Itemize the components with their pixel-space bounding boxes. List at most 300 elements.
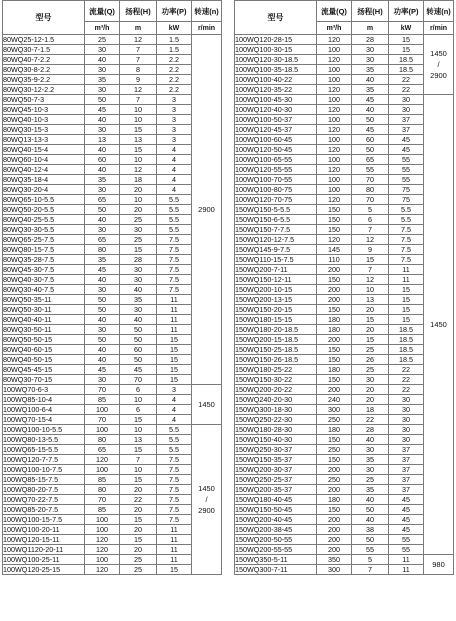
table-row — [235, 305, 454, 315]
power-cell: 75 — [389, 195, 424, 205]
power-cell: 7.5 — [157, 455, 192, 465]
flow-cell: 100 — [317, 135, 352, 145]
head-cell: 40 — [120, 285, 157, 295]
table-row — [3, 145, 222, 155]
power-cell: 11 — [157, 535, 192, 545]
model-cell: 150WQ250-25-37 — [235, 475, 317, 485]
flow-cell: 120 — [317, 165, 352, 175]
power-cell: 11 — [389, 275, 424, 285]
head-cell: 38 — [352, 525, 389, 535]
table-row — [235, 475, 454, 485]
flow-cell: 45 — [85, 265, 120, 275]
power-cell: 30 — [389, 435, 424, 445]
head-cell: 13 — [120, 435, 157, 445]
head-cell: 40 — [352, 495, 389, 505]
head-cell: 25 — [120, 565, 157, 575]
table-row — [3, 75, 222, 85]
power-cell: 5.5 — [157, 445, 192, 455]
power-cell: 55 — [389, 175, 424, 185]
power-cell: 37 — [389, 485, 424, 495]
power-cell: 3 — [157, 125, 192, 135]
speed-cell — [424, 95, 454, 555]
flow-cell: 80 — [85, 485, 120, 495]
model-cell: 100WQ100-60-45 — [235, 135, 317, 145]
model-cell: 100WQ100-25-11 — [3, 555, 85, 565]
head-cell: 18 — [352, 405, 389, 415]
head-cell: 15 — [352, 335, 389, 345]
table-row — [3, 405, 222, 415]
head-cell: 10 — [120, 105, 157, 115]
model-cell: 80WQ65-10-5.5 — [3, 195, 85, 205]
head-cell: 30 — [120, 265, 157, 275]
model-cell: 150WQ150-7-7.5 — [235, 225, 317, 235]
model-cell: 100WQ70-15-4 — [3, 415, 85, 425]
model-cell: 150WQ200-30-37 — [235, 465, 317, 475]
head-cell: 30 — [352, 445, 389, 455]
head-cell: 55 — [352, 165, 389, 175]
flow-cell: 100 — [317, 75, 352, 85]
power-cell: 15 — [389, 35, 424, 45]
head-cell: 10 — [120, 115, 157, 125]
table-row — [3, 35, 222, 45]
power-cell: 7.5 — [157, 475, 192, 485]
flow-cell: 200 — [317, 265, 352, 275]
flow-cell: 180 — [317, 495, 352, 505]
head-cell: 45 — [352, 125, 389, 135]
flow-cell: 110 — [317, 255, 352, 265]
model-cell: 100WQ85-20-7.5 — [3, 505, 85, 515]
model-cell: 100WQ120-30-18.5 — [235, 55, 317, 65]
model-cell: 80WQ40-12-4 — [3, 165, 85, 175]
flow-cell: 120 — [317, 195, 352, 205]
table-row — [235, 195, 454, 205]
flow-cell: 45 — [85, 365, 120, 375]
model-cell: 100WQ120-7-7.5 — [3, 455, 85, 465]
model-cell: 150WQ250-30-37 — [235, 445, 317, 455]
power-cell: 7.5 — [157, 485, 192, 495]
model-cell: 100WQ100-50-37 — [235, 115, 317, 125]
flow-cell: 120 — [317, 105, 352, 115]
model-cell: 150WQ150-25-18.5 — [235, 345, 317, 355]
model-cell: 100WQ120-55-55 — [235, 165, 317, 175]
head-cell: 65 — [352, 155, 389, 165]
flow-cell: 40 — [85, 215, 120, 225]
head-cell: 40 — [352, 435, 389, 445]
model-cell: 150WQ300-7-11 — [235, 565, 317, 575]
speed-value: / — [437, 60, 440, 69]
head-cell: 20 — [352, 305, 389, 315]
power-cell: 1.5 — [157, 45, 192, 55]
head-cell: 50 — [120, 335, 157, 345]
flow-cell: 85 — [85, 475, 120, 485]
model-cell: 100WQ80-20-7.5 — [3, 485, 85, 495]
head-cell: 25 — [352, 475, 389, 485]
table-row — [235, 245, 454, 255]
speed-value: 1450 — [430, 49, 447, 58]
table-row — [235, 75, 454, 85]
head-cell: 60 — [120, 345, 157, 355]
power-cell: 55 — [389, 535, 424, 545]
table-row — [3, 525, 222, 535]
model-cell: 150WQ150-35-37 — [235, 455, 317, 465]
head-cell: 15 — [120, 415, 157, 425]
power-cell: 45 — [389, 495, 424, 505]
model-cell: 80WQ40-7-2.2 — [3, 55, 85, 65]
model-cell: 150WQ150-26-18.5 — [235, 355, 317, 365]
model-cell: 80WQ50-50-15 — [3, 335, 85, 345]
header-speed: 转速(n) — [192, 1, 222, 22]
table-row — [3, 415, 222, 425]
table-row — [3, 375, 222, 385]
head-cell: 6 — [120, 405, 157, 415]
header-head: 扬程(H) — [120, 1, 157, 22]
table-row — [3, 545, 222, 555]
power-cell: 37 — [389, 115, 424, 125]
power-cell: 15 — [389, 305, 424, 315]
power-cell: 11 — [157, 295, 192, 305]
speed-cell — [192, 385, 222, 425]
speed-value: 2900 — [198, 506, 215, 515]
table-row — [235, 415, 454, 425]
head-cell: 20 — [120, 545, 157, 555]
table-row — [3, 395, 222, 405]
head-cell: 9 — [120, 75, 157, 85]
head-cell: 35 — [352, 85, 389, 95]
table-row — [235, 505, 454, 515]
flow-cell: 120 — [317, 85, 352, 95]
flow-cell: 60 — [85, 155, 120, 165]
table-row — [3, 355, 222, 365]
table-row — [235, 365, 454, 375]
model-cell: 80WQ30-7-1.5 — [3, 45, 85, 55]
model-cell: 100WQ100-40-22 — [235, 75, 317, 85]
table-row — [235, 375, 454, 385]
model-cell: 150WQ180-40-45 — [235, 495, 317, 505]
table-row — [235, 275, 454, 285]
power-cell: 7.5 — [157, 505, 192, 515]
model-cell: 80WQ35-18-4 — [3, 175, 85, 185]
model-cell: 100WQ100-45-30 — [235, 95, 317, 105]
header-flow: 流量(Q) — [317, 1, 352, 22]
head-cell: 35 — [120, 295, 157, 305]
table-row — [3, 265, 222, 275]
table-row — [3, 365, 222, 375]
flow-cell: 70 — [85, 495, 120, 505]
head-cell: 25 — [352, 365, 389, 375]
model-cell: 100WQ120-28-15 — [235, 35, 317, 45]
power-cell: 15 — [389, 45, 424, 55]
head-cell: 25 — [352, 345, 389, 355]
model-cell: 150WQ200-10-15 — [235, 285, 317, 295]
model-cell: 80WQ50-35-11 — [3, 295, 85, 305]
power-cell: 7.5 — [157, 515, 192, 525]
flow-cell: 200 — [317, 295, 352, 305]
table-row — [3, 495, 222, 505]
flow-cell: 85 — [85, 395, 120, 405]
power-cell: 18.5 — [389, 355, 424, 365]
model-cell: 80WQ35-28-7.5 — [3, 255, 85, 265]
model-cell: 150WQ150-6-5.5 — [235, 215, 317, 225]
model-cell: 80WQ80-15-7.5 — [3, 245, 85, 255]
speed-cell — [192, 425, 222, 575]
head-cell: 30 — [352, 45, 389, 55]
flow-cell: 85 — [85, 505, 120, 515]
head-cell: 15 — [120, 475, 157, 485]
model-cell: 150WQ200-20-22 — [235, 385, 317, 395]
flow-cell: 150 — [317, 505, 352, 515]
head-cell: 10 — [120, 395, 157, 405]
table-row — [3, 105, 222, 115]
table-row — [235, 525, 454, 535]
model-cell: 150WQ200-7-11 — [235, 265, 317, 275]
power-cell: 7.5 — [389, 225, 424, 235]
flow-cell: 100 — [317, 175, 352, 185]
flow-cell: 300 — [317, 405, 352, 415]
model-cell: 150WQ200-50-55 — [235, 535, 317, 545]
model-cell: 150WQ180-28-30 — [235, 425, 317, 435]
flow-cell: 100 — [85, 425, 120, 435]
unit-speed: r/min — [192, 22, 222, 35]
head-cell: 8 — [120, 65, 157, 75]
flow-cell: 40 — [85, 275, 120, 285]
model-cell: 150WQ200-55-55 — [235, 545, 317, 555]
model-cell: 150WQ150-20-15 — [235, 305, 317, 315]
head-cell: 15 — [120, 535, 157, 545]
flow-cell: 200 — [317, 545, 352, 555]
table-row — [235, 515, 454, 525]
model-cell: 80WQ40-25-5.5 — [3, 215, 85, 225]
flow-cell: 200 — [317, 525, 352, 535]
power-cell: 7.5 — [157, 495, 192, 505]
power-cell: 11 — [389, 265, 424, 275]
head-cell: 30 — [352, 375, 389, 385]
speed-value: 2900 — [198, 205, 215, 214]
head-cell: 50 — [120, 355, 157, 365]
model-cell: 150WQ145-9-7.5 — [235, 245, 317, 255]
flow-cell: 13 — [85, 135, 120, 145]
model-cell: 80WQ45-30-7.5 — [3, 265, 85, 275]
flow-cell: 150 — [317, 225, 352, 235]
flow-cell: 200 — [317, 515, 352, 525]
model-cell: 150WQ300-18-30 — [235, 405, 317, 415]
model-cell: 150WQ120-12-7.5 — [235, 235, 317, 245]
model-cell: 100WQ120-70-75 — [235, 195, 317, 205]
power-cell: 45 — [389, 525, 424, 535]
table-row — [235, 565, 454, 575]
power-cell: 18.5 — [389, 345, 424, 355]
model-cell: 100WQ100-35-18.5 — [235, 65, 317, 75]
flow-cell: 40 — [85, 345, 120, 355]
head-cell: 26 — [352, 355, 389, 365]
power-cell: 30 — [389, 405, 424, 415]
power-cell: 11 — [157, 525, 192, 535]
model-cell: 80WQ30-50-11 — [3, 325, 85, 335]
power-cell: 30 — [389, 105, 424, 115]
head-cell: 7 — [352, 265, 389, 275]
head-cell: 10 — [120, 155, 157, 165]
table-row — [235, 355, 454, 365]
head-cell: 12 — [120, 35, 157, 45]
table-row — [3, 235, 222, 245]
power-cell: 18.5 — [389, 55, 424, 65]
power-cell: 7.5 — [157, 235, 192, 245]
model-cell: 100WQ100-70-55 — [235, 175, 317, 185]
power-cell: 22 — [389, 385, 424, 395]
head-cell: 25 — [120, 555, 157, 565]
flow-cell: 100 — [317, 65, 352, 75]
model-cell: 150WQ200-15-18.5 — [235, 335, 317, 345]
table-row — [3, 485, 222, 495]
model-cell: 80WQ40-15-4 — [3, 145, 85, 155]
table-row — [235, 315, 454, 325]
table-row — [3, 385, 222, 395]
head-cell: 40 — [120, 315, 157, 325]
model-cell: 80WQ40-50-15 — [3, 355, 85, 365]
flow-cell: 150 — [317, 215, 352, 225]
speed-value: 1450 — [198, 400, 215, 409]
power-cell: 4 — [157, 165, 192, 175]
header-head: 扬程(H) — [352, 1, 389, 22]
head-cell: 60 — [352, 135, 389, 145]
flow-cell: 120 — [317, 235, 352, 245]
table-row — [235, 395, 454, 405]
table-row — [235, 125, 454, 135]
speed-value: 1450 — [198, 484, 215, 493]
head-cell: 22 — [352, 415, 389, 425]
head-cell: 40 — [352, 515, 389, 525]
head-cell: 12 — [120, 85, 157, 95]
model-cell: 80WQ13-13-3 — [3, 135, 85, 145]
table-row — [3, 325, 222, 335]
flow-cell: 200 — [317, 285, 352, 295]
model-cell: 80WQ50-7-3 — [3, 95, 85, 105]
table-row — [235, 285, 454, 295]
model-cell: 80WQ50-20-5.5 — [3, 205, 85, 215]
power-cell: 18.5 — [389, 335, 424, 345]
flow-cell: 145 — [317, 245, 352, 255]
power-cell: 5.5 — [157, 435, 192, 445]
head-cell: 10 — [352, 285, 389, 295]
flow-cell: 200 — [317, 535, 352, 545]
table-row — [235, 65, 454, 75]
flow-cell: 50 — [85, 305, 120, 315]
flow-cell: 200 — [317, 335, 352, 345]
power-cell: 30 — [389, 425, 424, 435]
power-cell: 45 — [389, 515, 424, 525]
unit-power: kW — [389, 22, 424, 35]
power-cell: 15 — [157, 565, 192, 575]
model-cell: 80WQ40-60-15 — [3, 345, 85, 355]
power-cell: 15 — [389, 295, 424, 305]
power-cell: 3 — [157, 105, 192, 115]
flow-cell: 30 — [85, 375, 120, 385]
table-row — [235, 155, 454, 165]
flow-cell: 150 — [317, 435, 352, 445]
model-cell: 100WQ100-65-55 — [235, 155, 317, 165]
power-cell: 22 — [389, 75, 424, 85]
flow-cell: 150 — [317, 375, 352, 385]
model-cell: 100WQ70-6-3 — [3, 385, 85, 395]
flow-cell: 70 — [85, 385, 120, 395]
power-cell: 2.2 — [157, 75, 192, 85]
model-cell: 80WQ30-12-2.2 — [3, 85, 85, 95]
head-cell: 40 — [352, 105, 389, 115]
model-cell: 150WQ240-20-30 — [235, 395, 317, 405]
model-cell: 150WQ200-13-15 — [235, 295, 317, 305]
power-cell: 55 — [389, 545, 424, 555]
speed-cell — [192, 35, 222, 385]
table-row — [235, 105, 454, 115]
model-cell: 100WQ100-6-4 — [3, 405, 85, 415]
head-cell: 15 — [120, 445, 157, 455]
model-cell: 100WQ120-25-15 — [3, 565, 85, 575]
unit-head: m — [120, 22, 157, 35]
flow-cell: 40 — [85, 355, 120, 365]
flow-cell: 30 — [85, 185, 120, 195]
flow-cell: 100 — [85, 555, 120, 565]
table-row — [3, 55, 222, 65]
flow-cell: 70 — [85, 415, 120, 425]
table-row — [3, 455, 222, 465]
flow-cell: 120 — [85, 565, 120, 575]
flow-cell: 80 — [85, 245, 120, 255]
power-cell: 11 — [157, 555, 192, 565]
flow-cell: 30 — [85, 285, 120, 295]
flow-cell: 100 — [317, 115, 352, 125]
header-speed: 转速(n) — [424, 1, 454, 22]
model-cell: 80WQ30-30-5.5 — [3, 225, 85, 235]
head-cell: 28 — [352, 35, 389, 45]
table-row — [235, 435, 454, 445]
power-cell: 2.2 — [157, 65, 192, 75]
head-cell: 25 — [120, 235, 157, 245]
model-cell: 80WQ60-10-4 — [3, 155, 85, 165]
power-cell: 4 — [157, 415, 192, 425]
table-row — [3, 515, 222, 525]
table-row — [3, 185, 222, 195]
head-cell: 10 — [120, 195, 157, 205]
power-cell: 75 — [389, 185, 424, 195]
flow-cell: 120 — [85, 545, 120, 555]
head-cell: 7 — [120, 455, 157, 465]
flow-cell: 350 — [317, 555, 352, 565]
head-cell: 50 — [352, 505, 389, 515]
table-row — [3, 95, 222, 105]
spec-table-right-panel — [234, 0, 454, 575]
flow-cell: 30 — [85, 45, 120, 55]
power-cell: 3 — [157, 115, 192, 125]
table-row — [235, 95, 454, 105]
flow-cell: 30 — [85, 225, 120, 235]
header-model: 型号 — [3, 1, 85, 35]
power-cell: 30 — [389, 395, 424, 405]
model-cell: 100WQ1120-20-11 — [3, 545, 85, 555]
flow-cell: 100 — [85, 405, 120, 415]
head-cell: 50 — [120, 325, 157, 335]
model-cell: 150WQ150-30-22 — [235, 375, 317, 385]
power-cell: 37 — [389, 445, 424, 455]
head-cell: 30 — [120, 225, 157, 235]
speed-value: 2900 — [430, 71, 447, 80]
table-row — [235, 425, 454, 435]
model-cell: 100WQ120-35-22 — [235, 85, 317, 95]
head-cell: 12 — [120, 165, 157, 175]
speed-value: 1450 — [430, 320, 447, 329]
power-cell: 37 — [389, 465, 424, 475]
table-row — [3, 125, 222, 135]
flow-cell: 65 — [85, 235, 120, 245]
head-cell: 50 — [352, 145, 389, 155]
